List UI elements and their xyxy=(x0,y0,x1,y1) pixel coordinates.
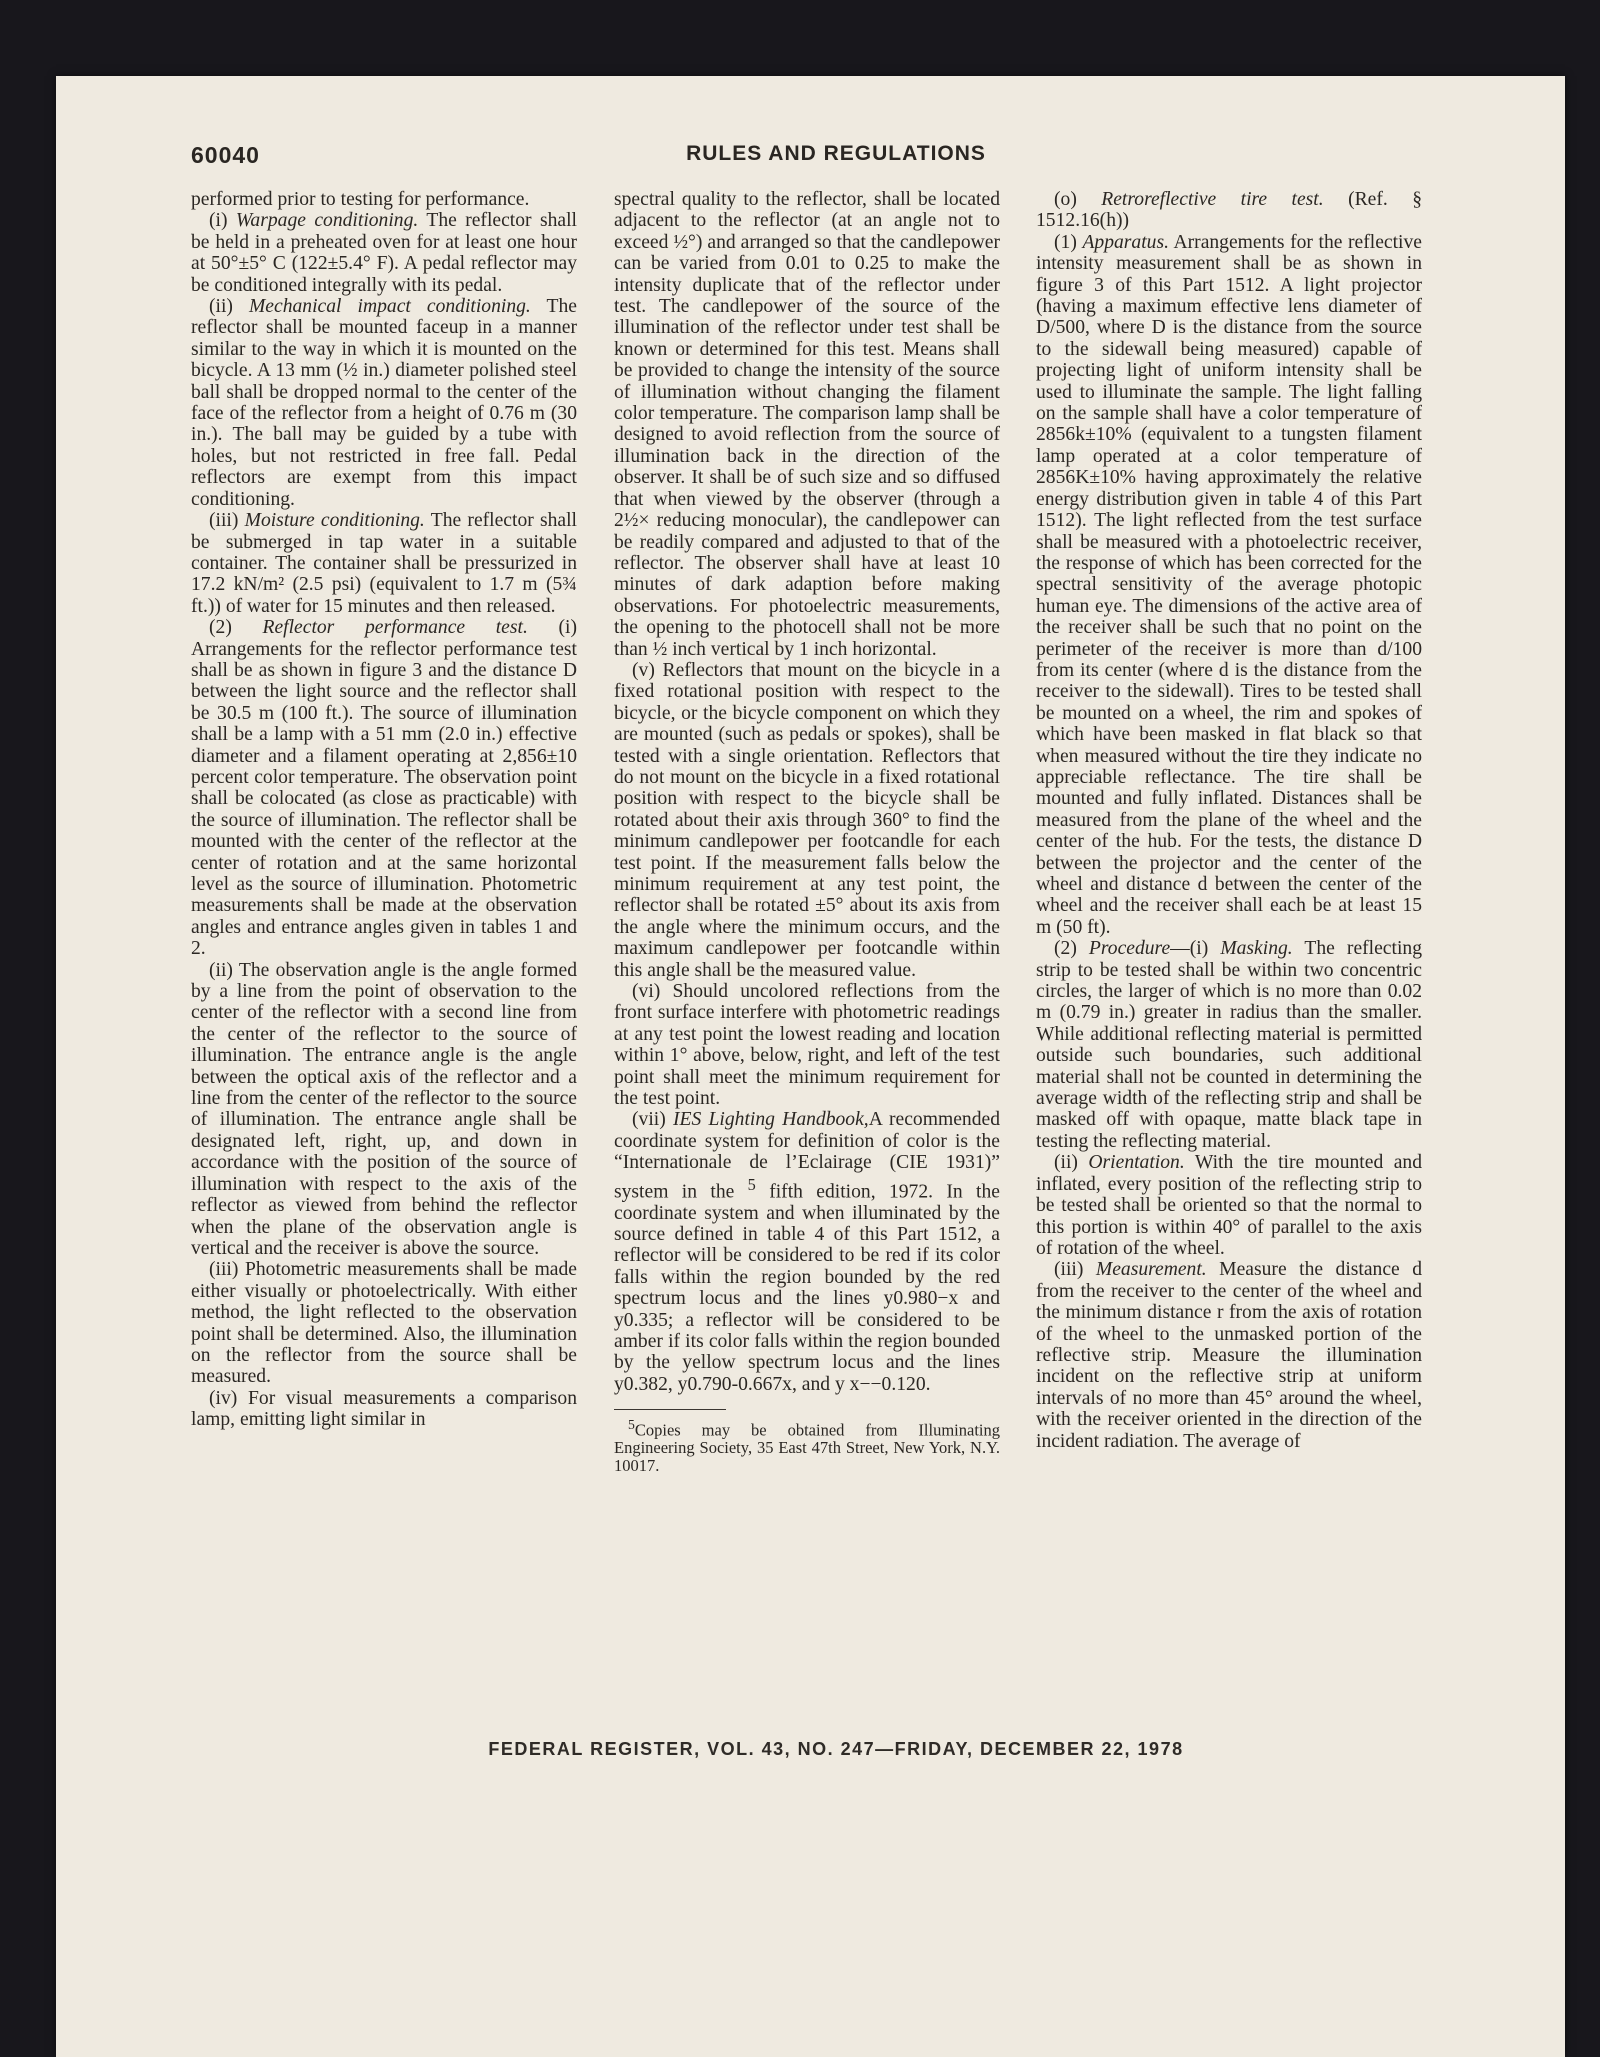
paragraph-text: With the tire mounted and inflated, every position of the reflecting strip to be tested shall be oriented so that the normal to this portion is within 40° of parallel to the axis of rotation of the wheel. xyxy=(1036,1152,1422,1259)
paragraph-number: (iii) xyxy=(209,510,245,532)
paragraph-heading: Procedure xyxy=(1088,938,1171,960)
paragraph xyxy=(614,1109,1000,1395)
paragraph-number: (iv) xyxy=(209,1387,248,1409)
document-page xyxy=(56,76,1565,2057)
paragraph xyxy=(614,660,1000,981)
paragraph xyxy=(191,617,577,960)
paragraph xyxy=(614,981,1000,1109)
paragraph-number: (ii) xyxy=(209,296,249,318)
paragraph-text: performed prior to testing for performance. xyxy=(191,189,530,210)
paragraph-number: (2) xyxy=(209,617,263,639)
paragraph-text: A recommended coordinate system for definition of color is the “Internationale de l’Eclairage (CIE 1931)” system in the xyxy=(614,1109,1000,1203)
footnote-rule xyxy=(614,1409,726,1410)
paragraph xyxy=(191,510,577,617)
page-number: 60040 xyxy=(191,142,260,168)
footnote xyxy=(614,1416,1000,1474)
paragraph-subheading: Masking. xyxy=(1220,938,1293,960)
paragraph-text: Should uncolored reflections from the front surface interfere with photometric readings at any test point the lowest reading and location within 1° above, below, right, and left of the test point shall meet the minimum requirement for the test point. xyxy=(614,981,1000,1110)
paragraph-number: (i) xyxy=(209,210,236,232)
paragraph-number: (ii) xyxy=(1054,1152,1089,1174)
paragraph-text: The reflecting strip to be tested shall be within two concentric circles, the larger of which is no more than 0.02 m (0.79 in.) greater in radius than the smaller. While additional reflecting material is permitted outside such boundaries, such additional material shall not be counted in determining the average width of the reflecting strip and shall be masked off with opaque, matte black tape in testing the reflecting material. xyxy=(1036,938,1422,1152)
paragraph-text: —(i) xyxy=(1170,938,1221,960)
paragraph-text: The reflector shall be mounted faceup in a manner similar to the way in which it is mounted on the bicycle. A 13 mm (½ in.) diameter polished steel ball shall be dropped normal to the center of the face of the reflector from a height of 0.76 m (30 in.). The ball may be guided by a tube with holes, but not restricted in free fall. Pedal reflectors are exempt from this impact conditioning. xyxy=(191,296,577,510)
paragraph xyxy=(191,210,577,296)
footnote-text: Copies may be obtained from Illuminating Engineering Society, 35 East 47th Street, New York, N.Y. 10017. xyxy=(614,1420,1000,1475)
paragraph-heading: Moisture conditioning. xyxy=(244,510,425,532)
paragraph xyxy=(1036,189,1422,232)
paragraph-number: (vi) xyxy=(632,981,673,1003)
text-column-3 xyxy=(1036,189,1422,1734)
paragraph-heading: IES Lighting Handbook, xyxy=(672,1109,869,1131)
paragraph-text: For visual measurements a comparison lamp, emitting light similar in xyxy=(191,1387,577,1431)
footnote-reference: 5 xyxy=(747,1174,756,1194)
paragraph-number: (2) xyxy=(1054,938,1089,960)
paragraph-text: Reflectors that mount on the bicycle in a fixed rotational position with respect to the bicycle, or the bicycle component on which they are mounted (such as pedals or spokes), shall be tested with a single orientation. Reflectors that do not mount on the bicycle in a fixed rotational position with respect to the bicycle shall be rotated about their axis through 360° to find the minimum candlepower per footcandle for each test point. If the measurement falls below the minimum requirement at any test point, the reflector shall be rotated ±5° about its axis from the angle where the minimum occurs, and the maximum candlepower per footcandle within this angle shall be the measured value. xyxy=(614,659,1000,981)
page-footer: FEDERAL REGISTER, VOL. 43, NO. 247—FRIDAY, DECEMBER 22, 1978 xyxy=(488,1739,1184,1759)
paragraph-text: The reflector shall be submerged in tap water in a suitable container. The container shall be pressurized in 17.2 kN/m² (2.5 psi) (equivalent to 1.7 m (5¾ ft.)) of water for 15 minutes and then released. xyxy=(191,510,577,617)
paragraph-text: Arrangements for the reflective intensity measurement shall be as shown in figure 3 of this Part 1512. A light projector (having a maximum effective lens diameter of D/500, where D is the distance from the source to the sidewall being measured) capable of projecting light of uniform intensity shall be used to illuminate the sample. The light falling on the sample shall have a color temperature of 2856k±10% (equivalent to a tungsten filament lamp operated at a color temperature of 2856K±10% having approximately the relative energy distribution given in table 4 of this Part 1512). The light reflected from the test surface shall be measured with a photoelectric receiver, the response of which has been corrected for the spectral sensitivity of the average photopic human eye. The dimensions of the active area of the receiver shall be such that no point on the perimeter of the receiver is more than d/100 from its center (where d is the distance from the receiver to the sidewall). Tires to be tested shall be mounted on a wheel, the rim and spokes of which have been masked in flat black so that when measured without the tire they indicate no appreciable reflectance. The tire shall be mounted and fully inflated. Distances shall be measured from the plane of the wheel and the center of the hub. For the tests, the distance D between the projector and the center of the wheel and distance d between the center of the wheel and the receiver shall each be at least 15 m (50 ft). xyxy=(1036,231,1422,938)
paragraph xyxy=(191,189,577,210)
paragraph-text: Measure the distance d from the receiver to the center of the wheel and the minimum distance r from the axis of rotation of the wheel to the unmasked portion of the reflective strip. Measure the illumination incident on the reflective strip at uniform intervals of no more than 45° around the wheel, with the receiver oriented in the direction of the incident radiation. The average of xyxy=(1036,1259,1422,1452)
paragraph xyxy=(614,189,1000,660)
paragraph-heading: Reflector performance test. xyxy=(262,617,528,639)
paragraph-text: The observation angle is the angle formed by a line from the point of observation to the center of the reflector with a second line from the center of the reflector to the source of illumination. The entrance angle is the angle between the optical axis of the reflector and a line from the center of the reflector to the source of illumination. The entrance angle shall be designated left, right, up, and down in accordance with the position of the source of illumination with respect to the axis of the reflector as viewed from behind the reflector when the plane of the observation angle is vertical and the receiver is above the source. xyxy=(191,959,577,1259)
paragraph-number: (v) xyxy=(632,659,663,681)
paragraph-text: fifth edition, 1972. In the coordinate system and when illuminated by the source defined in table 4 of this Part 1512, a reflector will be considered to be red if its color falls within the region bounded by the red spectrum locus and the lines y0.980−x and y0.335; a reflector will be considered to be amber if its color falls within the region bounded by the yellow spectrum locus and the lines y0.382, y0.790-0.667x, and y x−−0.120. xyxy=(614,1181,1000,1395)
paragraph-heading: Retroreflective tire test. xyxy=(1101,189,1324,210)
paragraph xyxy=(191,1388,577,1431)
footnote-marker: 5 xyxy=(628,1417,635,1433)
paragraph xyxy=(1036,1152,1422,1259)
paragraph xyxy=(1036,1259,1422,1452)
paragraph-number: (1) xyxy=(1054,231,1083,253)
paragraph-heading: Measurement. xyxy=(1095,1259,1207,1281)
running-head: RULES AND REGULATIONS xyxy=(686,142,986,165)
paragraph-heading: Warpage conditioning. xyxy=(235,210,419,232)
paragraph-heading: Mechanical impact conditioning. xyxy=(248,296,531,318)
paragraph-text: spectral quality to the reflector, shall be located adjacent to the reflector (at an angle not to exceed ½°) and arranged so that the candlepower can be varied from 0.01 to 0.25 to make the intensity duplicate that of the reflector under test. The candlepower of the source of the illumination of the reflector under test shall be known or determined for this test. Means shall be provided to change the intensity of the source of illumination without changing the filament color temperature. The comparison lamp shall be designed to avoid reflection from the source of illumination back in the direction of the observer. It shall be of such size and so diffused that when viewed by the observer (through a 2½× reducing monocular), the candlepower can be readily compared and adjusted to that of the reflector. The observer shall have at least 10 minutes of dark adaption before making observations. For photoelectric measurements, the opening to the photocell shall not be more than ½ inch vertical by 1 inch horizontal. xyxy=(614,189,1000,660)
paragraph xyxy=(191,1259,577,1387)
paragraph xyxy=(1036,232,1422,938)
paragraph xyxy=(1036,938,1422,1152)
paragraph-number: (o) xyxy=(1054,189,1102,210)
paragraph-number: (iii) xyxy=(1054,1259,1096,1281)
paragraph-number: (iii) xyxy=(209,1259,245,1281)
paragraph-text: Photometric measurements shall be made either visually or photoelectrically. With either method, the light reflected to the observation point shall be determined. Also, the illumination on the reflector from the source shall be measured. xyxy=(191,1259,577,1388)
paragraph-heading: Apparatus. xyxy=(1082,231,1169,253)
paragraph-text: (Ref. § 1512.16(h)) xyxy=(1036,189,1422,232)
paragraph xyxy=(191,960,577,1260)
paragraph-heading: Orientation. xyxy=(1088,1152,1185,1174)
text-column-1 xyxy=(191,189,577,1734)
paragraph-text: The reflector shall be held in a preheated oven for at least one hour at 50°±5° C (122±5.4° F). A pedal reflector may be conditioned integrally with its pedal. xyxy=(191,210,577,296)
page-header xyxy=(191,142,1481,182)
paragraph-text: (i) Arrangements for the reflector performance test shall be as shown in figure 3 and the distance D between the light source and the reflector shall be 30.5 m (100 ft.). The source of illumination shall be a lamp with a 51 mm (2.0 in.) effective diameter and a filament operating at 2,856±10 percent color temperature. The observation point shall be colocated (as close as practicable) with the source of illumination. The reflector shall be mounted with the center of the reflector at the center of rotation and at the same horizontal level as the source of illumination. Photometric measurements shall be made at the observation angles and entrance angles given in tables 1 and 2. xyxy=(191,617,577,960)
paragraph-number: (ii) xyxy=(209,959,239,981)
paragraph xyxy=(191,296,577,510)
text-column-2 xyxy=(614,189,1000,1734)
paragraph-number: (vii) xyxy=(632,1109,673,1131)
